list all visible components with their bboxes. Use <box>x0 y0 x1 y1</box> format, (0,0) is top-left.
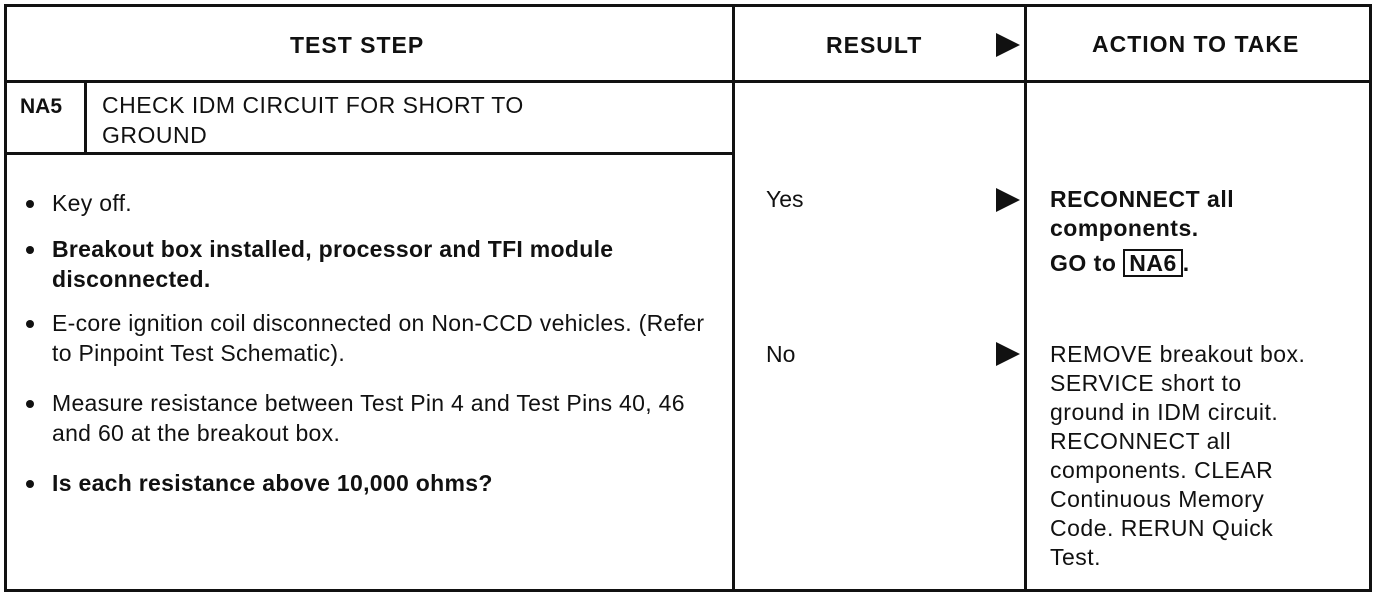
result-no: No <box>766 341 796 367</box>
divider-step-code <box>84 82 87 154</box>
action-no-line: RECONNECT all <box>1050 428 1232 454</box>
header-test-step: TEST STEP <box>290 32 425 58</box>
test-step-list <box>20 188 720 519</box>
list-item: Breakout box installed, processor and TFI module disconnected. <box>20 234 720 294</box>
action-no-line: REMOVE breakout box. <box>1050 341 1306 367</box>
action-yes-line2: components. <box>1050 215 1199 241</box>
step-title-line2: GROUND <box>102 122 208 148</box>
step-code: NA5 <box>20 95 63 118</box>
bullet-icon <box>26 246 34 254</box>
go-to-step-link[interactable]: NA6 <box>1123 249 1183 277</box>
yes-arrow-icon <box>996 188 1020 212</box>
result-yes: Yes <box>766 186 804 212</box>
list-item: E-core ignition coil disconnected on Non-CCD vehicles. (Refer to Pinpoint Test Schematic). <box>20 308 720 368</box>
step-title-divider <box>4 152 734 155</box>
bullet-icon <box>26 320 34 328</box>
bullet-icon <box>26 480 34 488</box>
bullet-icon <box>26 200 34 208</box>
action-no-line: Continuous Memory <box>1050 486 1265 512</box>
no-arrow-icon <box>996 342 1020 366</box>
action-yes-go: GO to NA6 . <box>1050 250 1190 276</box>
action-no-line: Code. RERUN Quick <box>1050 515 1274 541</box>
header-divider <box>4 80 1372 83</box>
list-item: Is each resistance above 10,000 ohms? <box>20 468 720 498</box>
header-arrow-icon <box>996 33 1020 57</box>
list-item: Key off. <box>20 188 720 218</box>
divider-result-action <box>1024 4 1027 592</box>
action-no-line: components. CLEAR <box>1050 457 1274 483</box>
list-item: Measure resistance between Test Pin 4 and Test Pins 40, 46 and 60 at the breakout box. <box>20 388 720 448</box>
step-title-line1: CHECK IDM CIRCUIT FOR SHORT TO <box>102 92 524 118</box>
header-result: RESULT <box>826 32 923 58</box>
header-action: ACTION TO TAKE <box>1092 31 1300 57</box>
action-no-line: Test. <box>1050 544 1102 570</box>
action-no-line: SERVICE short to <box>1050 370 1242 396</box>
action-no-line: ground in IDM circuit. <box>1050 399 1279 425</box>
action-yes-line1: RECONNECT all <box>1050 186 1235 212</box>
divider-step-result <box>732 4 735 592</box>
bullet-icon <box>26 400 34 408</box>
